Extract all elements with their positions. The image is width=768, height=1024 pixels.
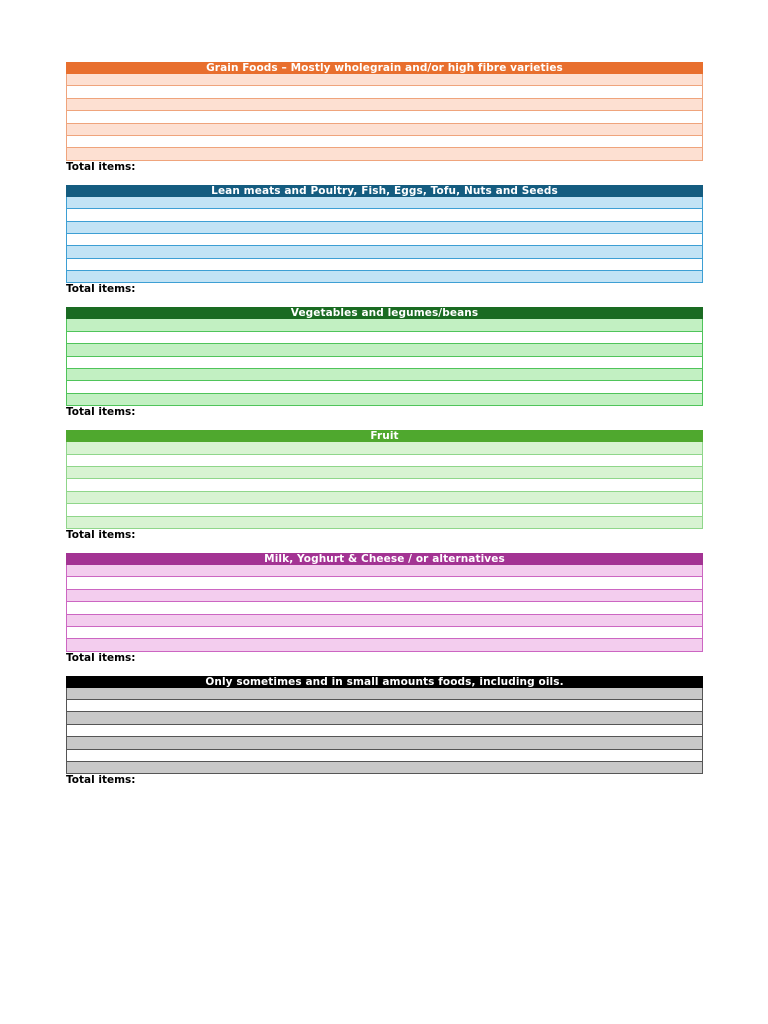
- entry-row[interactable]: [67, 517, 702, 529]
- total-items-label: Total items:: [66, 651, 136, 664]
- entry-row[interactable]: [67, 700, 702, 712]
- total-items-label: Total items:: [66, 528, 136, 541]
- entry-row[interactable]: [67, 467, 702, 479]
- entry-row[interactable]: [67, 565, 702, 577]
- entry-row[interactable]: [67, 332, 702, 344]
- entry-row[interactable]: [67, 394, 702, 406]
- section-rows-fruit: [66, 442, 703, 529]
- entry-row[interactable]: [67, 688, 702, 700]
- entry-row[interactable]: [67, 197, 702, 209]
- total-items-label: Total items:: [66, 774, 136, 787]
- section-lean-meats: [66, 185, 703, 296]
- entry-row[interactable]: [67, 479, 702, 491]
- entry-row[interactable]: [67, 259, 702, 271]
- entry-row[interactable]: [67, 455, 702, 467]
- entry-row[interactable]: [67, 111, 702, 123]
- entry-row[interactable]: [67, 319, 702, 331]
- entry-row[interactable]: [67, 381, 702, 393]
- section-vegetables: [66, 307, 703, 418]
- entry-row[interactable]: [67, 712, 702, 724]
- entry-row[interactable]: [67, 750, 702, 762]
- entry-row[interactable]: [67, 99, 702, 111]
- section-rows-sometimes-foods: [66, 688, 703, 775]
- entry-row[interactable]: [67, 124, 702, 136]
- entry-row[interactable]: [67, 246, 702, 258]
- section-rows-grain-foods: [66, 74, 703, 161]
- entry-row[interactable]: [67, 762, 702, 774]
- section-sometimes-foods: [66, 676, 703, 787]
- section-grain-foods: [66, 62, 703, 173]
- total-items-label: Total items:: [66, 406, 136, 419]
- total-items-label: Total items:: [66, 283, 136, 296]
- entry-row[interactable]: [67, 357, 702, 369]
- entry-row[interactable]: [67, 602, 702, 614]
- section-header-vegetables: Vegetables and legumes/beans: [66, 307, 703, 319]
- section-rows-vegetables: [66, 319, 703, 406]
- entry-row[interactable]: [67, 136, 702, 148]
- entry-row[interactable]: [67, 725, 702, 737]
- section-header-sometimes-foods: Only sometimes and in small amounts foods, including oils.: [66, 676, 703, 688]
- entry-row[interactable]: [67, 86, 702, 98]
- section-rows-dairy: [66, 565, 703, 652]
- section-header-dairy: Milk, Yoghurt & Cheese / or alternatives: [66, 553, 703, 565]
- section-header-grain-foods: Grain Foods – Mostly wholegrain and/or high fibre varieties: [66, 62, 703, 74]
- entry-row[interactable]: [67, 209, 702, 221]
- entry-row[interactable]: [67, 271, 702, 283]
- entry-row[interactable]: [67, 504, 702, 516]
- entry-row[interactable]: [67, 627, 702, 639]
- section-header-lean-meats: Lean meats and Poultry, Fish, Eggs, Tofu, Nuts and Seeds: [66, 185, 703, 197]
- total-items-label: Total items:: [66, 160, 136, 173]
- food-group-sheet: [66, 62, 703, 798]
- entry-row[interactable]: [67, 148, 702, 160]
- entry-row[interactable]: [67, 590, 702, 602]
- entry-row[interactable]: [67, 222, 702, 234]
- entry-row[interactable]: [67, 369, 702, 381]
- entry-row[interactable]: [67, 492, 702, 504]
- entry-row[interactable]: [67, 344, 702, 356]
- entry-row[interactable]: [67, 74, 702, 86]
- section-header-fruit: Fruit: [66, 430, 703, 442]
- entry-row[interactable]: [67, 234, 702, 246]
- entry-row[interactable]: [67, 442, 702, 454]
- section-fruit: [66, 430, 703, 541]
- entry-row[interactable]: [67, 615, 702, 627]
- section-dairy: [66, 553, 703, 664]
- section-rows-lean-meats: [66, 197, 703, 284]
- entry-row[interactable]: [67, 737, 702, 749]
- entry-row[interactable]: [67, 639, 702, 651]
- entry-row[interactable]: [67, 577, 702, 589]
